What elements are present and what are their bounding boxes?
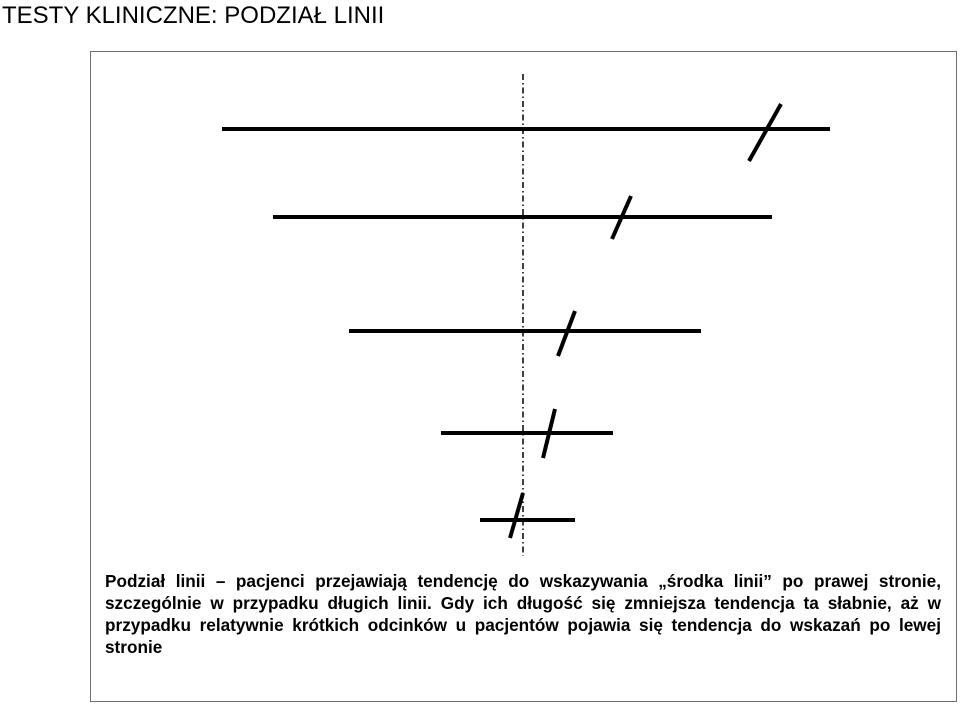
bisection-mark-3 bbox=[558, 311, 575, 356]
slide-title: TESTY KLINICZNE: PODZIAŁ LINII bbox=[2, 2, 385, 29]
bisection-mark-1 bbox=[749, 104, 781, 161]
bisection-mark-5 bbox=[510, 493, 523, 538]
figure-caption bbox=[105, 570, 941, 658]
caption-text: Podział linii – pacjenci przejawiają tendencję do wskazywania „środka linii” po prawej stronie, szczególnie w przypadku długich linii. Gdy ich długość się zmniejsza tendencja ta słabnie, aż w przypadku relatywnie krótkich odcinków u pacjentów pojawia się tendencja do wskazań po lewej stronie bbox=[105, 571, 941, 657]
